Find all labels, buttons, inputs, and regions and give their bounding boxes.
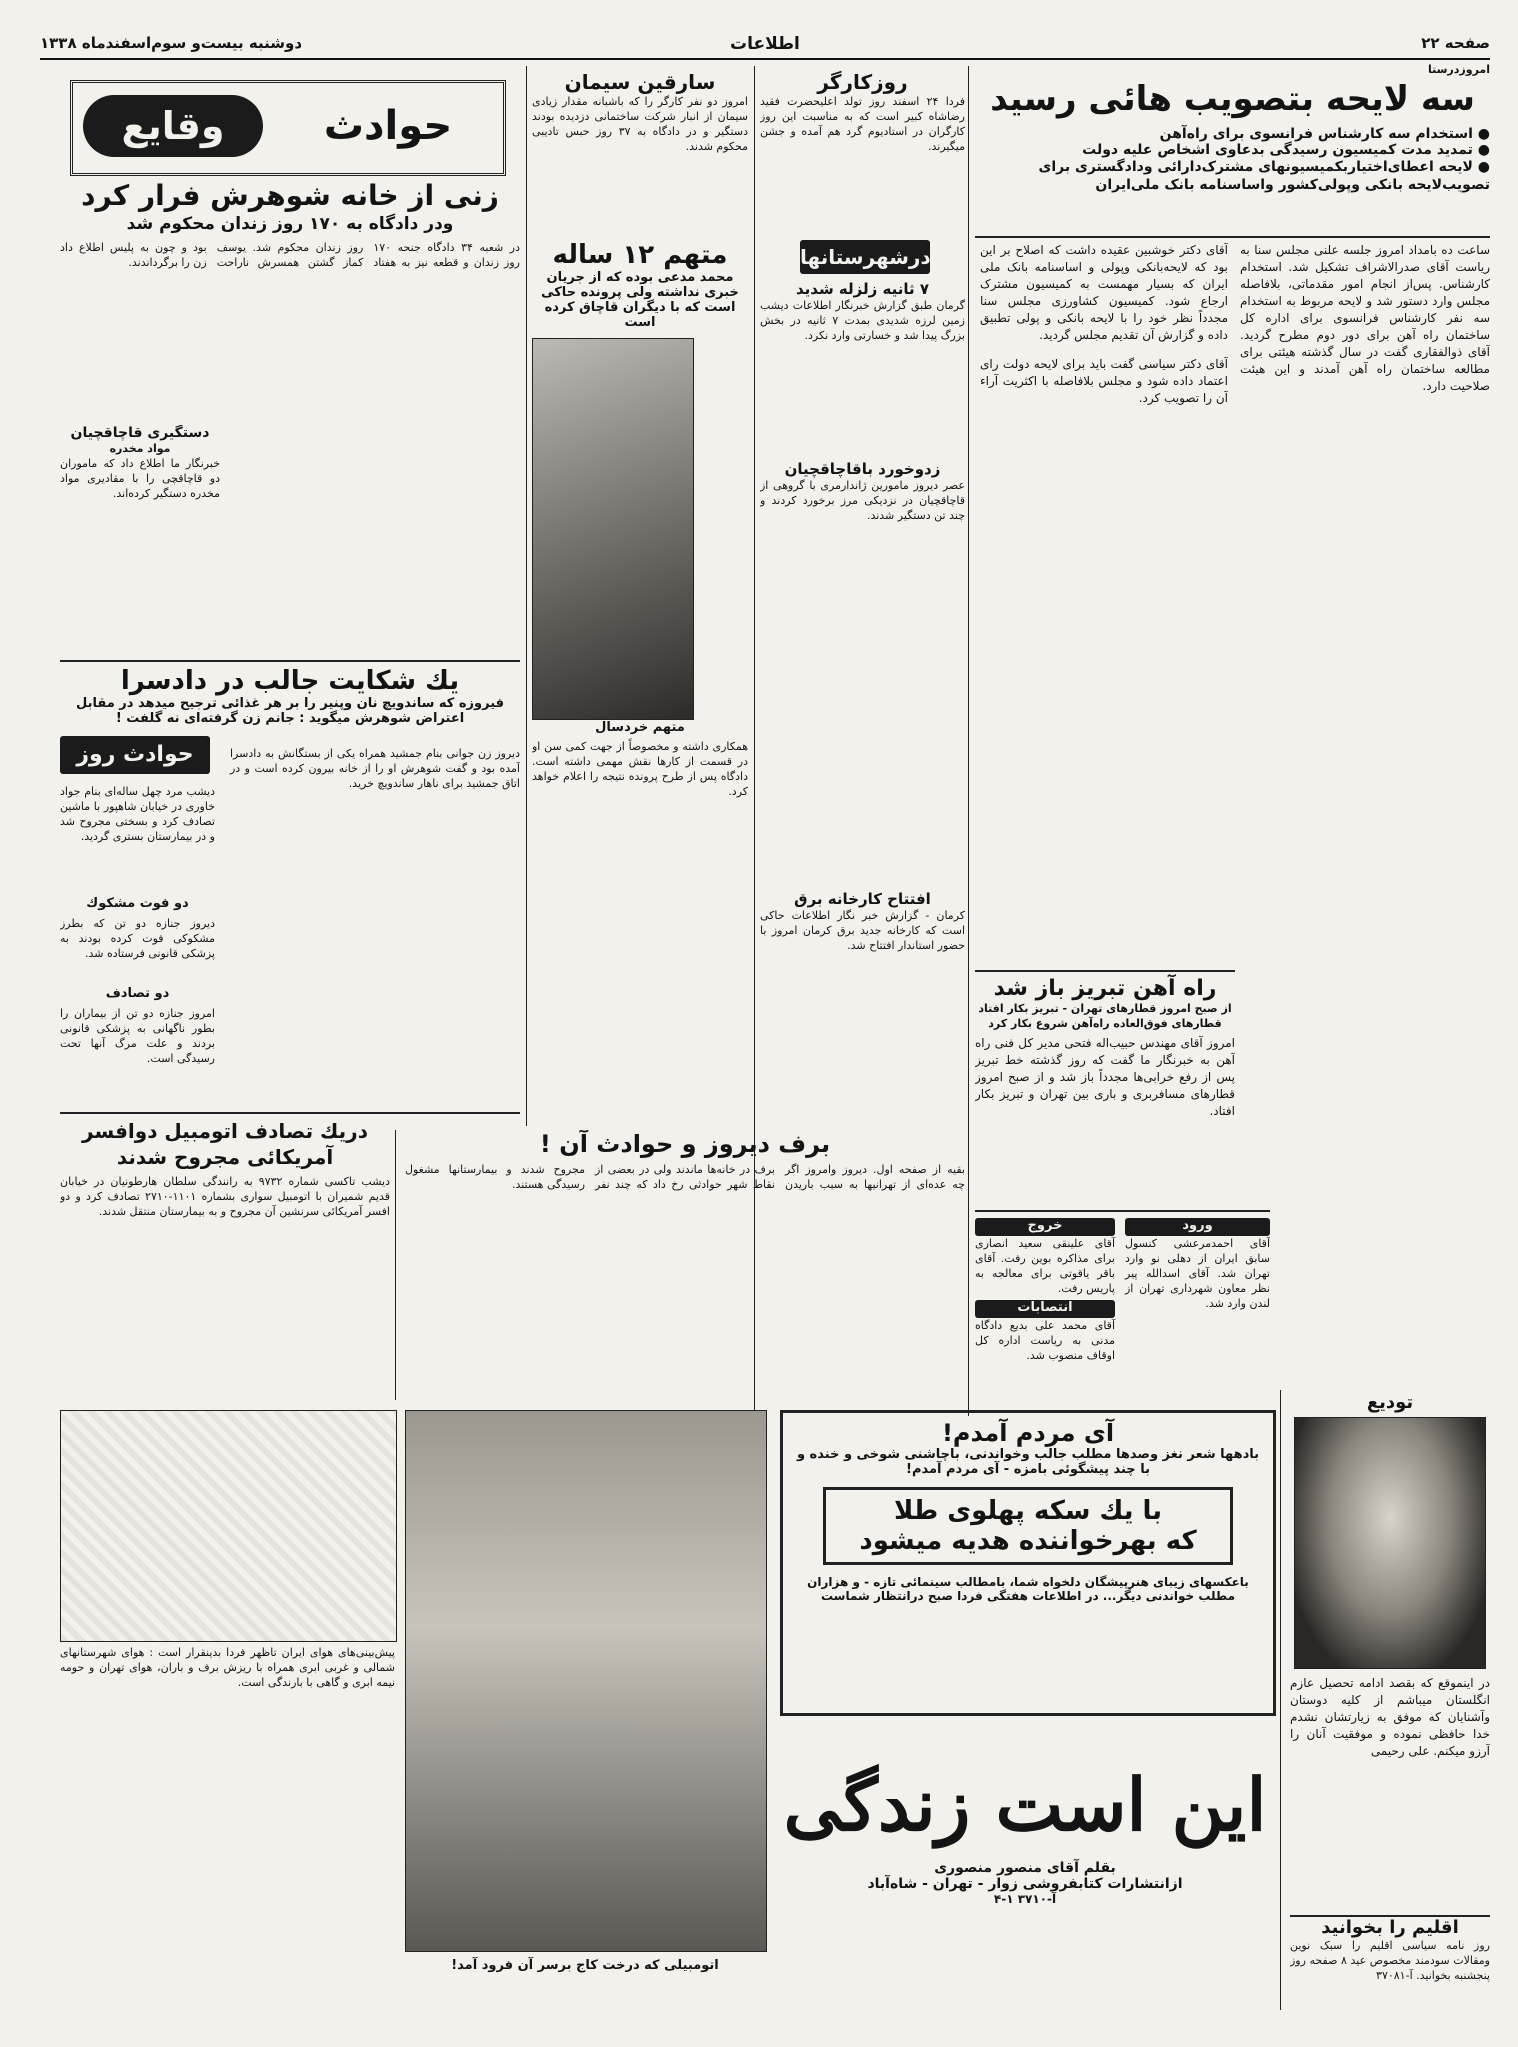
- car-crash-headline: دریك تصادف اتومبیل دوافسر آمریکائی مجروح شدند: [82, 1119, 368, 1169]
- book-ad: [780, 1730, 1270, 2010]
- masthead-vaghaye: وقایع: [83, 95, 263, 157]
- arrivals-title: ورود: [1125, 1218, 1270, 1236]
- arrivals-box: [975, 1210, 1270, 1382]
- page-header: [40, 30, 1490, 60]
- book-ad-aghlim: [1290, 1915, 1490, 2017]
- two-accidents-body: امروز جنازه دو تن از بیماران را بطور ناگهانی به پزشکی قانونی بردند و علت مرگ آنها تحت رسیدگی است.: [60, 1007, 215, 1065]
- appointments-title: انتصابات: [975, 1300, 1115, 1318]
- coin-ad-coin: با یك سکه پهلوی طلا: [893, 1496, 1163, 1526]
- farewell-title: تودیع: [1366, 1392, 1414, 1413]
- appointments-text: آقای محمد علی بدیع دادگاه مدنی به ریاست اداره کل اوقاف منصوب شد.: [975, 1319, 1115, 1362]
- accused-photo: [532, 338, 694, 720]
- suspicious-deaths-body: دیروز جنازه دو تن که بطرز مشکوکی فوت کرده بودند به پزشکی قانونی فرستاده شد.: [60, 917, 215, 960]
- quake-body: گرمان طبق گزارش خبرنگار اطلاعات دیشب زمین لرزه شدیدی بمدت ۷ ثانیه در بخش بزرگ پیدا شد و خسارتی وارد نکرد.: [760, 299, 965, 342]
- header-paper-name: اطلاعات: [730, 34, 800, 54]
- arrivals-text: آقای احمدمرعشی کنسول سابق ایران از دهلی نو وارد تهران شد. آقای اسدالله پیر نظر معاون شهرداری تهران از لندن وارد شد.: [1125, 1237, 1270, 1310]
- accused-body: همکاری داشته و مخصوصاً از جهت کمی سن او در قسمت از کارها نقش مهمی داشته است. دادگاه پس از طرح پرونده نتیجه را اعلام خواهد کرد.: [532, 740, 748, 798]
- woman-fled-headline: زنی از خانه شوهرش فرار کرد: [81, 179, 499, 212]
- complaint-subhead: فیروزه که ساندویچ نان وپنیر را بر هر غذائی ترجیح میدهد در مقابل اعتراض شوهرش میگوید : جانم زن گرفته‌ای نه گلفت !: [75, 696, 505, 726]
- smugglers-story: [760, 460, 965, 880]
- daily-events-banner: حوادث روز: [60, 736, 210, 774]
- quake-title: ۷ ثانیه زلزله شدید: [796, 280, 929, 298]
- arrest-title: دستگیری قاچاقچیان: [70, 425, 210, 441]
- smugglers-body: عصر دیروز مامورین ژاندارمری با گروهی از قاچاقچیان در نزدیکی مرز برخورد کردند و چند تن دستگیر شدند.: [760, 479, 965, 522]
- accused-subhead: محمد مدعی بوده که از جریان خبری نداشته ولی پرونده حاکی است که با دیگران قاچاق کرده است: [541, 270, 739, 330]
- departures-title: خروج: [975, 1218, 1115, 1236]
- aghlim-title: اقلیم را بخوانید: [1321, 1917, 1459, 1938]
- coin-ad: [780, 1410, 1276, 1716]
- lead-bullet-2: ● تمدید مدت کمیسیون رسیدگی بدعاوی اشخاص علیه دولت: [975, 142, 1490, 158]
- departures-text: آقای علینقی سعید انصاری برای مذاکره بوین رفت. آقای باقر یاقوتی برای معالجه به پاریس رفت.: [975, 1237, 1115, 1295]
- railway-story: [975, 970, 1235, 1202]
- arrest-sub: مواد مخدره: [109, 442, 171, 455]
- lead-col2-text: آقای دکتر خوشبین عقیده داشت که اصلاح بر این بود که لایحه‌بانکی وپولی و اساسنامه بانک ملی ایران که بسیار مهمست به کمیسیون مشترک ارجاع شود. کمیسیون کشاورزی مجلس سنا مجدداً نظر خود را با لایحه بانکی و پولی تطبیق داده و گزارش آن تقدیم مجلس گردید.: [980, 243, 1228, 342]
- worker-body: فردا ۲۴ اسفند روز تولد اعلیحضرت فقید رضاشاه کبیر است که به مناسبت این روز کارگران در استادیوم گرد هم آمده و جشن میگیرند.: [760, 95, 965, 153]
- coin-ad-top: آی مردم آمدم!: [941, 1419, 1115, 1447]
- snow-body: بقیه از صفحه اول. دیروز وامروز اگر چه عده‌ای از تهرانیها به سبب باریدن برف در خانه‌ها ماندند ولی در بعضی از نقاط شهر حوادثی رخ داد که چند نفر مجروح شدند و بیمارستانها مشغول رسیدگی هستند.: [405, 1163, 965, 1191]
- cities-banner: درشهرستانها: [800, 240, 930, 274]
- railway-subhead: از صبح امروز قطارهای تهران - تبریز بکار افتاد قطارهای فوق‌العاده راه‌آهن شروع بکار کرد: [978, 1002, 1232, 1030]
- lead-approval-note: آقای دکتر سیاسی گفت باید برای لایحه دولت رای اعتماد داده شود و مجلس بلافاصله با اکثریت آراء آن را تصویب کرد.: [980, 357, 1228, 405]
- worker-story: [760, 70, 965, 230]
- daily-events-body: دیشب مرد چهل ساله‌ای بنام جواد خاوری در خیابان شاهپور با ماشین تصادف کرد و بسختی مجروح شد و در بیمارستان بستری گردید.: [60, 785, 215, 843]
- worker-title: روزکارگر: [817, 70, 908, 94]
- farewell-portrait: [1294, 1417, 1486, 1669]
- lead-column-2: [980, 242, 1228, 962]
- newspaper-page: [40, 30, 1490, 2020]
- weather-illustration: [60, 1410, 397, 1642]
- car-crash-body: دیشب تاکسی شماره ۹۷۳۲ به رانندگی سلطان هارطونیان در خیابان قدیم شمیران با اتومبیل سواری بشماره ۱۱۰۱-۲۷۱۰ تصادف کرد و دو افسر آمریکائی سرنشین آن مجروح و به بیمارستان منتقل شدند.: [60, 1175, 390, 1218]
- lead-column-1: [1240, 242, 1490, 1382]
- book-author: بقلم آقای منصور منصوری: [934, 1860, 1116, 1876]
- header-date: دوشنبه بیست‌و سوم‌اسفندماه ۱۳۳۸: [40, 34, 303, 52]
- cement-story: [532, 70, 748, 230]
- weather-body: پیش‌بینی‌های هوای ایران تاظهر فردا بدینقرار است : هوای شهرستانهای شمالی و غربی ابری همراه با ریزش برف و باران، هوای تهران و حومه نیمه ابری و گاهی با بارندگی است.: [60, 1646, 395, 1689]
- events-masthead: [70, 80, 506, 176]
- farewell-caption: در اینموقع که بقصد ادامه تحصیل عازم انگلستان میباشم از کلیه دوستان وآشنایان که موفق به زیارتشان نشدم خدا حافظی نموده و موفقیت آنان را آرزو میکنم. علی رحیمی: [1290, 1676, 1490, 1758]
- book-title: این است زندگی: [783, 1762, 1267, 1847]
- accused-story: [532, 240, 748, 1120]
- coin-ad-bottom: باعکسهای زیبای هنرپیشگان دلخواه شما، بامطالب سینمائی تازه - و هزاران مطلب خواندنی دیگر... در اطلاعات هفتگی فردا صبح درانتظار شماست: [807, 1575, 1249, 1603]
- complaint-headline: یك شكایت جالب در دادسرا: [120, 666, 460, 696]
- snow-car-photo: [405, 1410, 767, 1952]
- woman-fled-story: [60, 178, 520, 418]
- lead-col1-text: ساعت ده بامداد امروز جلسه علنی مجلس سنا به ریاست آقای صدرالاشراف تشکیل شد. استخدام کارشناس. پس‌از انجام امور مقدماتی، بلافاصله مجلس وارد دستور شد و لایحه مربوط به استخدام سه نفر کارشناس فرانسوی برای اداره کل ساختمان راه آهن برای دور دوم مطرح گردید. آقای ذوالفقاری گفت در سال گذشته هیئتی برای مطالعه ساختمان راه آهن آمدند و این هیئت صلاحیت دارد.: [1240, 243, 1490, 393]
- book-code: آ-۳۷۱۰ ۱-۴: [993, 1892, 1057, 1906]
- suspicious-deaths-title: دو فوت مشکوك: [86, 896, 189, 911]
- kerman-body: کرمان - گزارش خبر نگار اطلاعات حاکی است که کارخانه جدید برق کرمان امروز با حضور استاندار افتتاح شد.: [760, 909, 965, 952]
- masthead-havades: حوادث: [323, 103, 453, 149]
- railway-headline: راه آهن تبریز باز شد: [993, 976, 1217, 1001]
- lead-headline: سه لایحه بتصویب هائی رسید: [990, 79, 1475, 119]
- complaint-body: دیروز زن جوانی بنام جمشید همراه یکی از بستگانش به دادسرا آمده بود و گفت شوهرش او را از خانه بیرون کرده است و در اتاق جمشید برای ناهار ساندویچ خرید.: [230, 747, 520, 790]
- quake-story: [760, 280, 965, 450]
- snow-headline: برف دیروز و حوادث آن !: [539, 1130, 831, 1158]
- cement-body: امروز دو نفر کارگر را که باشبانه مقدار زیادی سیمان از انبار شرکت ساختمانی دزدیده بودند دستگیر و در دادگاه به ۳۷ روز حبس تادیبی محکوم شدند.: [532, 95, 748, 153]
- accused-photo-caption: متهم خردسال: [595, 720, 685, 735]
- coin-ad-line1: بادهها شعر نغز وصدها مطلب جالب وخواندنی، باچاشنی شوخی و خنده و با چند پیشگوئی بامزه - آی مردم آمدم!: [796, 1447, 1260, 1477]
- woman-fled-subhead: ودر دادگاه به ۱۷۰ روز زندان محکوم شد: [126, 214, 454, 234]
- railway-body: امروز آقای مهندس حبیب‌اله فتحی مدیر کل فنی راه آهن به خبرنگار ما گفت که روز گذشته خط تبریز پس از رفع خرابی‌ها مجدداً باز شد و از صبح امروز قطارهای مسافربری و باری بین تهران و تبریز بکار افتاد.: [975, 1036, 1235, 1118]
- accused-headline: متهم ۱۲ ساله: [552, 240, 728, 270]
- lead-bullet-1: ● استخدام سه کارشناس فرانسوی برای راه‌آهن: [975, 126, 1490, 142]
- woman-fled-body: در شعبه ۳۴ دادگاه جنحه ۱۷۰ روز زندان و قطعه نیز به هفتاد روز زندان محکوم شد. یوسف کماز گشتن همسرش ناراحت بود و چون به پلیس اطلاع داد زن را برگرداندند.: [60, 241, 520, 269]
- lead-bullet-3: ● لایحه اعطای‌اختیاربکمیسیونهای مشترک‌دارائی ودادگستری برای تصویب‌لایحه بانکی وپولی‌کشور واساسنامه بانک ملی‌ایران: [975, 158, 1490, 194]
- kerman-title: افتتاح کارخانه برق: [794, 890, 931, 908]
- snow-car-caption: اتومبیلی که درخت کاج برسر آن فرود آمد!: [451, 1958, 719, 1973]
- book-publisher: ازانتشارات کتابفروشی زوار - تهران - شاه‌آباد: [867, 1876, 1183, 1892]
- snow-story: [405, 1130, 965, 1400]
- farewell-notice: [1290, 1392, 1490, 1912]
- car-crash-story: [60, 1118, 390, 1398]
- coin-ad-coin2: که بهرخواننده هدیه میشود: [859, 1526, 1197, 1556]
- aghlim-text: روز نامه سیاسی اقلیم را سبک نوین ومقالات سودمند مخصوص عید ۸ صفحه روز پنجشنبه بخوانید. آ-۳۷۰۸۱: [1290, 1939, 1490, 1982]
- header-page-label: صفحه ۲۲: [1421, 34, 1490, 52]
- cement-title: سارقین سیمان: [564, 70, 716, 94]
- smugglers-title: زدوخورد باقاچاقچیان: [784, 460, 941, 478]
- arrest-story: [60, 425, 220, 655]
- two-accidents-title: دو تصادف: [105, 986, 170, 1001]
- lead-header: [975, 78, 1490, 233]
- kerman-story: [760, 890, 965, 1130]
- weather-forecast: [60, 1645, 395, 2005]
- complaint-story: [60, 666, 520, 1106]
- arrest-body: خبرنگار ما اطلاع داد که ماموران دو قاچاقچی را با مقادیری مواد مخدره دستگیر کرده‌اند.: [60, 457, 220, 500]
- corner-label: امروزدرستا: [1427, 63, 1490, 76]
